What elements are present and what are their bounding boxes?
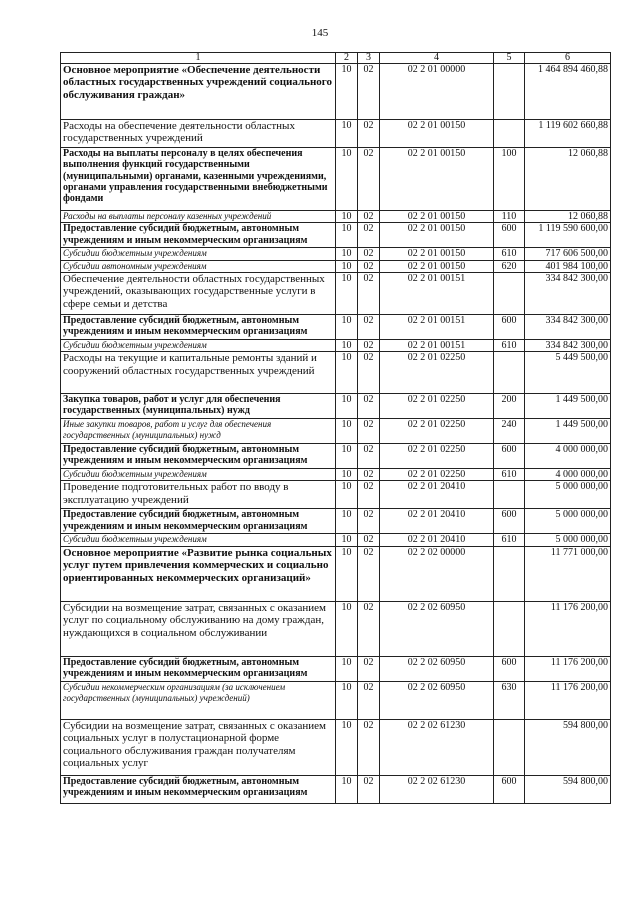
section-cell: 10 bbox=[336, 314, 358, 339]
subsection-cell: 02 bbox=[358, 656, 380, 681]
expense-type-cell bbox=[494, 120, 525, 148]
subsection-cell: 02 bbox=[358, 260, 380, 272]
table-row bbox=[61, 481, 611, 509]
section-cell: 10 bbox=[336, 546, 358, 601]
target-article-cell: 02 2 01 00151 bbox=[380, 339, 494, 351]
target-article-cell: 02 2 01 00150 bbox=[380, 260, 494, 272]
expense-type-cell: 600 bbox=[494, 223, 525, 248]
amount-cell: 1 464 894 460,88 bbox=[525, 64, 611, 120]
expense-type-cell: 600 bbox=[494, 314, 525, 339]
target-article-cell: 02 2 01 00151 bbox=[380, 314, 494, 339]
subsection-cell: 02 bbox=[358, 601, 380, 656]
section-cell: 10 bbox=[336, 601, 358, 656]
subsection-cell: 02 bbox=[358, 534, 380, 546]
subsection-cell: 02 bbox=[358, 469, 380, 481]
table-row bbox=[61, 444, 611, 469]
table-row bbox=[61, 419, 611, 444]
amount-cell: 11 176 200,00 bbox=[525, 681, 611, 719]
amount-cell: 1 119 590 600,00 bbox=[525, 223, 611, 248]
table-row bbox=[61, 681, 611, 719]
amount-cell: 1 449 500,00 bbox=[525, 419, 611, 444]
target-article-cell: 02 2 02 60950 bbox=[380, 656, 494, 681]
expense-type-cell: 630 bbox=[494, 681, 525, 719]
amount-cell: 717 606 500,00 bbox=[525, 248, 611, 260]
header-cell-2: 2 bbox=[336, 53, 358, 64]
expense-type-cell bbox=[494, 719, 525, 775]
section-cell: 10 bbox=[336, 681, 358, 719]
subsection-cell: 02 bbox=[358, 248, 380, 260]
name-cell: Расходы на обеспечение деятельности областных государственных учреждений bbox=[61, 120, 336, 148]
subsection-cell: 02 bbox=[358, 272, 380, 314]
table-row bbox=[61, 248, 611, 260]
table-row bbox=[61, 534, 611, 546]
expense-type-cell: 610 bbox=[494, 248, 525, 260]
target-article-cell: 02 2 02 61230 bbox=[380, 719, 494, 775]
section-cell: 10 bbox=[336, 534, 358, 546]
amount-cell: 401 984 100,00 bbox=[525, 260, 611, 272]
table-row bbox=[61, 394, 611, 419]
amount-cell: 12 060,88 bbox=[525, 211, 611, 223]
target-article-cell: 02 2 01 00150 bbox=[380, 248, 494, 260]
subsection-cell: 02 bbox=[358, 394, 380, 419]
subsection-cell: 02 bbox=[358, 352, 380, 394]
amount-cell: 11 176 200,00 bbox=[525, 656, 611, 681]
section-cell: 10 bbox=[336, 248, 358, 260]
name-cell: Субсидии бюджетным учреждениям bbox=[61, 534, 336, 546]
table-row bbox=[61, 120, 611, 148]
table-row bbox=[61, 314, 611, 339]
amount-cell: 334 842 300,00 bbox=[525, 339, 611, 351]
header-cell-5: 5 bbox=[494, 53, 525, 64]
subsection-cell: 02 bbox=[358, 314, 380, 339]
expense-type-cell: 110 bbox=[494, 211, 525, 223]
subsection-cell: 02 bbox=[358, 148, 380, 211]
expense-type-cell: 100 bbox=[494, 148, 525, 211]
name-cell: Проведение подготовительных работ по вводу в эксплуатацию учреждений bbox=[61, 481, 336, 509]
name-cell: Обеспечение деятельности областных государственных учреждений, оказывающих государственные услуги в сфере семьи и детства bbox=[61, 272, 336, 314]
header-cell-4: 4 bbox=[380, 53, 494, 64]
name-cell: Субсидии бюджетным учреждениям bbox=[61, 469, 336, 481]
subsection-cell: 02 bbox=[358, 64, 380, 120]
expense-type-cell: 200 bbox=[494, 394, 525, 419]
target-article-cell: 02 2 01 00150 bbox=[380, 120, 494, 148]
target-article-cell: 02 2 01 02250 bbox=[380, 469, 494, 481]
section-cell: 10 bbox=[336, 64, 358, 120]
target-article-cell: 02 2 01 00151 bbox=[380, 272, 494, 314]
name-cell: Закупка товаров, работ и услуг для обеспечения государственных (муниципальных) нужд bbox=[61, 394, 336, 419]
amount-cell: 5 000 000,00 bbox=[525, 534, 611, 546]
table-body bbox=[61, 64, 611, 804]
header-cell-6: 6 bbox=[525, 53, 611, 64]
expense-type-cell bbox=[494, 481, 525, 509]
table-row bbox=[61, 260, 611, 272]
name-cell: Расходы на текущие и капитальные ремонты зданий и сооружений областных государственных учреждений bbox=[61, 352, 336, 394]
table-row bbox=[61, 148, 611, 211]
target-article-cell: 02 2 01 20410 bbox=[380, 481, 494, 509]
subsection-cell: 02 bbox=[358, 419, 380, 444]
table-row bbox=[61, 339, 611, 351]
section-cell: 10 bbox=[336, 223, 358, 248]
amount-cell: 5 449 500,00 bbox=[525, 352, 611, 394]
expense-type-cell bbox=[494, 546, 525, 601]
name-cell: Иные закупки товаров, работ и услуг для обеспечения государственных (муниципальных) нужд bbox=[61, 419, 336, 444]
amount-cell: 4 000 000,00 bbox=[525, 469, 611, 481]
name-cell: Предоставление субсидий бюджетным, автономным учреждениям и иным некоммерческим организациям bbox=[61, 656, 336, 681]
expense-type-cell: 610 bbox=[494, 469, 525, 481]
section-cell: 10 bbox=[336, 656, 358, 681]
section-cell: 10 bbox=[336, 719, 358, 775]
target-article-cell: 02 2 01 00000 bbox=[380, 64, 494, 120]
name-cell: Субсидии некоммерческим организациям (за исключением государственных (муниципальных) учреждений) bbox=[61, 681, 336, 719]
name-cell: Основное мероприятие «Развитие рынка социальных услуг путем привлечения коммерческих и социально ориентированных некоммерческих организаций» bbox=[61, 546, 336, 601]
amount-cell: 12 060,88 bbox=[525, 148, 611, 211]
amount-cell: 334 842 300,00 bbox=[525, 272, 611, 314]
name-cell: Предоставление субсидий бюджетным, автономным учреждениям и иным некоммерческим организациям bbox=[61, 314, 336, 339]
table-row bbox=[61, 211, 611, 223]
target-article-cell: 02 2 01 00150 bbox=[380, 211, 494, 223]
budget-table bbox=[60, 52, 611, 804]
target-article-cell: 02 2 02 60950 bbox=[380, 601, 494, 656]
section-cell: 10 bbox=[336, 352, 358, 394]
expense-type-cell: 610 bbox=[494, 339, 525, 351]
target-article-cell: 02 2 01 02250 bbox=[380, 419, 494, 444]
name-cell: Расходы на выплаты персоналу казенных учреждений bbox=[61, 211, 336, 223]
page-number: 145 bbox=[311, 27, 329, 39]
target-article-cell: 02 2 01 02250 bbox=[380, 444, 494, 469]
amount-cell: 5 000 000,00 bbox=[525, 509, 611, 534]
expense-type-cell: 600 bbox=[494, 656, 525, 681]
amount-cell: 4 000 000,00 bbox=[525, 444, 611, 469]
amount-cell: 1 119 602 660,88 bbox=[525, 120, 611, 148]
target-article-cell: 02 2 02 00000 bbox=[380, 546, 494, 601]
name-cell: Субсидии бюджетным учреждениям bbox=[61, 248, 336, 260]
amount-cell: 594 800,00 bbox=[525, 719, 611, 775]
header-cell-3: 3 bbox=[358, 53, 380, 64]
subsection-cell: 02 bbox=[358, 719, 380, 775]
expense-type-cell: 610 bbox=[494, 534, 525, 546]
name-cell: Субсидии на возмещение затрат, связанных с оказанием услуг по социальному обслуживанию на дому граждан, нуждающихся в социальном обслуживании bbox=[61, 601, 336, 656]
section-cell: 10 bbox=[336, 444, 358, 469]
name-cell: Основное мероприятие «Обеспечение деятельности областных государственных учреждений социального обслуживания граждан» bbox=[61, 64, 336, 120]
expense-type-cell: 600 bbox=[494, 509, 525, 534]
subsection-cell: 02 bbox=[358, 339, 380, 351]
header-cell-1: 1 bbox=[61, 53, 336, 64]
table-row bbox=[61, 656, 611, 681]
table-row bbox=[61, 223, 611, 248]
section-cell: 10 bbox=[336, 120, 358, 148]
subsection-cell: 02 bbox=[358, 681, 380, 719]
section-cell: 10 bbox=[336, 419, 358, 444]
subsection-cell: 02 bbox=[358, 546, 380, 601]
name-cell: Предоставление субсидий бюджетным, автономным учреждениям и иным некоммерческим организациям bbox=[61, 775, 336, 803]
section-cell: 10 bbox=[336, 481, 358, 509]
name-cell: Расходы на выплаты персоналу в целях обеспечения выполнения функций государственными (муниципальными) органами, казенными учреждениями, органами управления государственными внебюджетными фондами bbox=[61, 148, 336, 211]
section-cell: 10 bbox=[336, 509, 358, 534]
table-row bbox=[61, 601, 611, 656]
table-row bbox=[61, 272, 611, 314]
expense-type-cell: 620 bbox=[494, 260, 525, 272]
subsection-cell: 02 bbox=[358, 211, 380, 223]
amount-cell: 11 771 000,00 bbox=[525, 546, 611, 601]
amount-cell: 594 800,00 bbox=[525, 775, 611, 803]
name-cell: Предоставление субсидий бюджетным, автономным учреждениям и иным некоммерческим организациям bbox=[61, 509, 336, 534]
expense-type-cell bbox=[494, 352, 525, 394]
target-article-cell: 02 2 02 60950 bbox=[380, 681, 494, 719]
table-row bbox=[61, 546, 611, 601]
subsection-cell: 02 bbox=[358, 120, 380, 148]
expense-type-cell: 600 bbox=[494, 775, 525, 803]
table-row bbox=[61, 64, 611, 120]
table-row bbox=[61, 352, 611, 394]
expense-type-cell bbox=[494, 272, 525, 314]
section-cell: 10 bbox=[336, 339, 358, 351]
name-cell: Предоставление субсидий бюджетным, автономным учреждениям и иным некоммерческим организациям bbox=[61, 444, 336, 469]
table-row bbox=[61, 775, 611, 803]
name-cell: Субсидии бюджетным учреждениям bbox=[61, 339, 336, 351]
table-row bbox=[61, 719, 611, 775]
expense-type-cell: 240 bbox=[494, 419, 525, 444]
target-article-cell: 02 2 01 02250 bbox=[380, 394, 494, 419]
amount-cell: 11 176 200,00 bbox=[525, 601, 611, 656]
amount-cell: 1 449 500,00 bbox=[525, 394, 611, 419]
subsection-cell: 02 bbox=[358, 775, 380, 803]
amount-cell: 334 842 300,00 bbox=[525, 314, 611, 339]
section-cell: 10 bbox=[336, 272, 358, 314]
target-article-cell: 02 2 01 00150 bbox=[380, 148, 494, 211]
name-cell: Субсидии на возмещение затрат, связанных с оказанием социальных услуг в полустационарной форме социального обслуживания граждан получателям социальных услуг bbox=[61, 719, 336, 775]
amount-cell: 5 000 000,00 bbox=[525, 481, 611, 509]
header-row bbox=[61, 53, 611, 64]
expense-type-cell: 600 bbox=[494, 444, 525, 469]
section-cell: 10 bbox=[336, 469, 358, 481]
expense-type-cell bbox=[494, 601, 525, 656]
target-article-cell: 02 2 02 61230 bbox=[380, 775, 494, 803]
table-row bbox=[61, 509, 611, 534]
target-article-cell: 02 2 01 20410 bbox=[380, 509, 494, 534]
name-cell: Субсидии автономным учреждениям bbox=[61, 260, 336, 272]
table-row bbox=[61, 469, 611, 481]
section-cell: 10 bbox=[336, 394, 358, 419]
name-cell: Предоставление субсидий бюджетным, автономным учреждениям и иным некоммерческим организациям bbox=[61, 223, 336, 248]
subsection-cell: 02 bbox=[358, 509, 380, 534]
subsection-cell: 02 bbox=[358, 444, 380, 469]
section-cell: 10 bbox=[336, 148, 358, 211]
subsection-cell: 02 bbox=[358, 223, 380, 248]
target-article-cell: 02 2 01 20410 bbox=[380, 534, 494, 546]
target-article-cell: 02 2 01 00150 bbox=[380, 223, 494, 248]
section-cell: 10 bbox=[336, 211, 358, 223]
target-article-cell: 02 2 01 02250 bbox=[380, 352, 494, 394]
section-cell: 10 bbox=[336, 260, 358, 272]
expense-type-cell bbox=[494, 64, 525, 120]
subsection-cell: 02 bbox=[358, 481, 380, 509]
section-cell: 10 bbox=[336, 775, 358, 803]
